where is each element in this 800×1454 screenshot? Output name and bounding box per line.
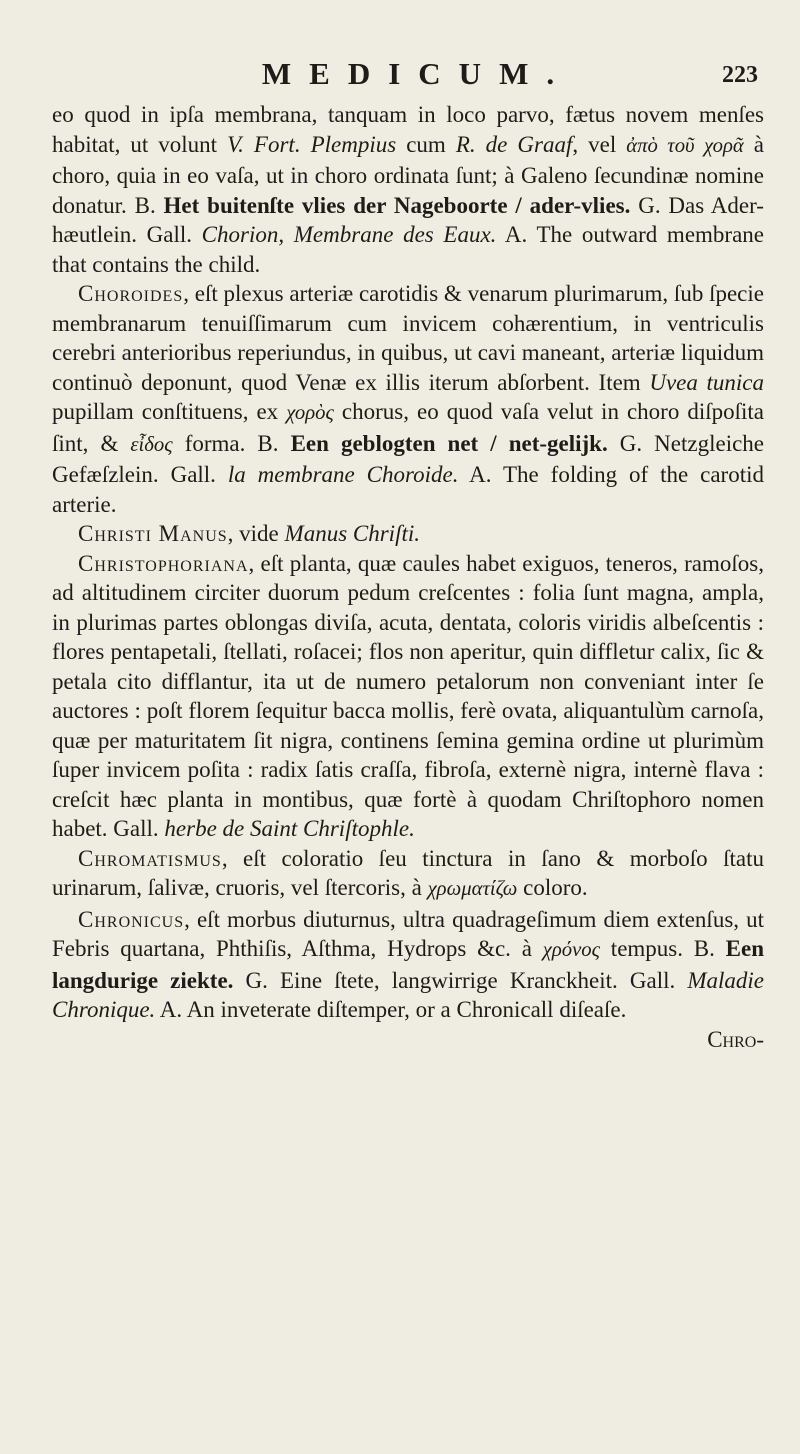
text-run: , vel <box>572 131 627 157</box>
running-head: MEDICUM. <box>261 56 573 91</box>
french-gloss: Chorion, Membrane des Eaux. <box>201 222 497 247</box>
text-run: A. The folding of the carotid arterie. <box>52 462 764 517</box>
text-run: eo quod in ipſa membrana, tanquam in loco parvo, fætus novem menſes habitat, ut volunt <box>52 102 764 157</box>
text-run: G. Netzgleiche Gefæſzlein. Gall. <box>52 430 764 487</box>
headword: Christophoriana <box>78 550 249 576</box>
text-run: G. Eine ſtete, langwirrige Kranckheit. Gall. <box>233 967 688 993</box>
entry-chromatismus <box>52 844 764 905</box>
text-run: à choro, quia in eo vaſa, ut in choro ordinata ſunt; à Galeno ſecundinæ nomine donatur. B. <box>52 131 765 218</box>
entry-chronicus <box>52 905 764 1025</box>
entry-christi-manus <box>52 519 764 549</box>
dutch-gloss: Het buitenſte vlies der Nageboorte / ader-vlies. <box>163 192 631 218</box>
text-run: A. The outward membrane that contains the child. <box>52 222 764 277</box>
italic-term: Uvea tunica <box>649 369 765 395</box>
text-run: pupillam conſtituens, ex <box>52 399 287 424</box>
text-run: tempus. B. <box>600 936 726 961</box>
greek-etymology: χρόνος <box>542 939 601 961</box>
entry-chorion-continued <box>52 100 764 279</box>
page-header <box>52 56 764 100</box>
french-gloss: herbe de Saint Chriſtophle. <box>164 816 415 841</box>
french-gloss: la membrane Choroide. <box>227 462 459 487</box>
greek-etymology: ἀπὸ τοῦ χορᾶ <box>626 134 744 157</box>
dutch-gloss: Een geblogten net / net-gelijk. <box>290 430 608 456</box>
greek-etymology: χορὸς <box>286 402 334 424</box>
headword: Chromatismus <box>78 845 222 871</box>
text-run: A. An inveterate diſtemper, or a Chronicall diſeaſe. <box>155 997 627 1022</box>
author-citation: V. Fort. Plempius <box>227 131 397 157</box>
dictionary-text <box>52 100 764 1054</box>
greek-etymology: εἶδος <box>130 433 173 456</box>
text-run: , eſt morbus diuturnus, ultra quadrageſimum diem extenſus, ut Febris quartana, Phthiſis, Aſthma, Hydrops &c. à <box>52 906 764 961</box>
dutch-gloss: Een langdurige ziekte. <box>52 936 764 993</box>
entry-christophoriana <box>52 549 764 844</box>
headword: Chronicus <box>78 906 185 932</box>
page-number: 223 <box>722 62 758 88</box>
french-gloss: Maladie Chronique. <box>52 967 764 1022</box>
text-run: forma. B. <box>172 430 291 456</box>
cross-reference: Manus Chriſti. <box>284 521 420 546</box>
text-run: , eſt planta, quæ caules habet exiguos, teneros, ramoſos, ad altitudinem circiter duorum pedum creſcentes : folia ſunt magna, ampla, in plurimas partes oblongas diviſa, acuta, dentata, coloris viridis albeſcentis : flores pentapetali, ſtellati, roſacei; flos non aperitur, quin diffletur calix, ſic & petala cito difflantur, ita ut de numero petalorum non conveniant inter ſe auctores : poſt florem ſequitur bacca mollis, ferè ovata, aliquantulùm carnoſa, quæ per maturitatem ſit nigra, continens ſemina gemina ordine ut plurimùm ſuper invicem poſita : radix ſatis craſſa, fibroſa, externè nigra, internè flava : creſcit hæc planta in montibus, quæ fortè à quodam Chriſtophoro nomen habet. Gall. <box>52 550 764 841</box>
text-run: G. Das Ader-hæutlein. Gall. <box>52 192 764 247</box>
text-run: coloro. <box>517 875 588 900</box>
text-run: cum <box>396 131 456 157</box>
text-run: , vide <box>227 521 285 546</box>
text-run: , eſt plexus arteriæ carotidis & venarum plurimarum, ſub ſpecie membranarum tenuiſſimarum cum invicem cohærentium, in ventriculis cerebri anterioribus reperiundus, in quibus, ut cavi maneant, arteriæ liquidum continuò deponunt, quod Venæ ex illis iterum abſorbent. Item <box>52 281 764 395</box>
entry-choroides <box>52 279 764 519</box>
greek-etymology: χρωματίζω <box>427 878 518 900</box>
headword: Choroides <box>78 281 184 306</box>
author-citation: R. de Graaf <box>455 131 573 157</box>
text-run: , eſt coloratio ſeu tinctura in ſano & morboſo ſtatu urinarum, ſalivæ, cruoris, vel ſtercoris, à <box>52 845 764 900</box>
text-run: chorus, eo quod vaſa velut in choro diſpoſita ſint, & <box>52 399 764 456</box>
headword: Christi Manus <box>78 521 228 546</box>
catchword: Chro- <box>707 1026 764 1052</box>
